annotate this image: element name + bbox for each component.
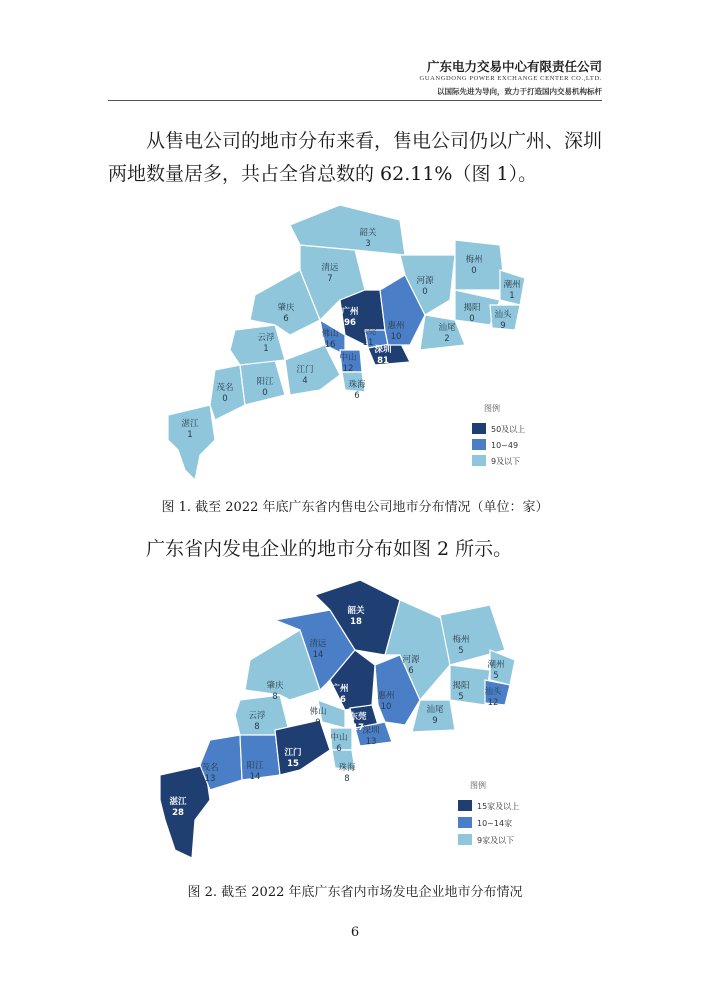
- city-value-label: 5: [493, 671, 499, 681]
- city-value-label: 8: [344, 774, 350, 784]
- city-name-label: 汕头: [484, 687, 502, 697]
- paragraph-generation-distribution: 广东省内发电企业的地市分布如图 2 所示。: [146, 538, 513, 560]
- city-value-label: 6: [336, 744, 342, 754]
- city-name-label: 惠州: [377, 691, 395, 701]
- city-value-label: 6: [283, 314, 289, 324]
- city-name-label: 清远: [321, 263, 339, 273]
- paragraph-retail-distribution: 从售电公司的地市分布来看，售电公司仍以广州、深圳两地数量居多，共占全省总数的 62.11%（图 1）。: [108, 130, 603, 185]
- city-name-label: 河源: [402, 655, 420, 665]
- city-value-label: 13: [204, 774, 216, 784]
- city-value-label: 3: [365, 239, 371, 249]
- city-value-label: 6: [354, 391, 360, 401]
- legend2-label-light: 9家及以下: [477, 836, 515, 845]
- city-name-label: 珠海: [338, 763, 356, 773]
- city-name-label: 潮州: [503, 280, 521, 290]
- city-value-label: 1: [509, 291, 515, 301]
- city-name-label: 汕头: [494, 310, 512, 320]
- company-english-name: GUANGDONG POWER EXCHANGE CENTER CO.,LTD.: [419, 75, 602, 82]
- legend1-label-light: 9及以下: [491, 457, 521, 466]
- city-name-label: 江门: [296, 365, 314, 375]
- city-value-label: 0: [422, 287, 428, 297]
- city-value-label: 4: [302, 376, 308, 386]
- city-value-label: 6: [408, 666, 414, 676]
- city-name-label: 揭阳: [452, 681, 470, 691]
- map2-legend: [458, 780, 519, 845]
- city-value-label: 16: [324, 340, 336, 350]
- city-value-label: 14: [312, 650, 324, 660]
- city-value-label: 9: [432, 716, 438, 726]
- city-name-label: 肇庆: [266, 681, 284, 691]
- legend2-label-mid: 10~14家: [477, 819, 513, 828]
- city-value-label: 28: [172, 808, 184, 818]
- city-name-label: 云浮: [248, 711, 266, 721]
- city-value-label: 81: [377, 356, 389, 366]
- city-name-label: 清远: [309, 639, 327, 649]
- city-value-label: 0: [469, 314, 475, 324]
- map2-regions: [160, 580, 515, 858]
- city-value-label: 13: [365, 737, 377, 747]
- city-value-label: 15: [287, 759, 299, 769]
- city-name-label: 阳江: [256, 377, 274, 387]
- city-name-label: 阳江: [246, 761, 264, 771]
- city-value-label: 14: [249, 772, 261, 782]
- legend1-title: 图例: [484, 404, 500, 413]
- legend2-label-dark: 15家及以上: [477, 802, 520, 811]
- city-value-label: 9: [500, 321, 506, 331]
- city-name-label: 惠州: [387, 321, 405, 331]
- region-jiangmen: [275, 720, 330, 775]
- city-value-label: 17: [352, 723, 364, 733]
- city-name-label: 茂名: [216, 383, 234, 393]
- city-name-label: 潮州: [487, 660, 505, 670]
- city-value-label: 96: [344, 318, 356, 328]
- city-value-label: 8: [272, 692, 278, 702]
- city-value-label: 9: [315, 718, 321, 728]
- city-value-label: 8: [254, 722, 260, 732]
- city-value-label: 10: [390, 332, 402, 342]
- city-name-label: 江门: [284, 748, 302, 758]
- legend2-title: 图例: [470, 781, 486, 790]
- city-value-label: 10: [380, 702, 392, 712]
- city-value-label: 0: [222, 394, 228, 404]
- city-name-label: 汕尾: [426, 705, 444, 715]
- city-name-label: 肇庆: [277, 303, 295, 313]
- city-name-label: 韶关: [359, 228, 377, 238]
- city-name-label: 韶关: [347, 606, 365, 616]
- city-value-label: 2: [444, 334, 450, 344]
- city-name-label: 佛山: [321, 329, 339, 339]
- city-value-label: 0: [262, 388, 268, 398]
- city-name-label: 茂名: [201, 763, 219, 773]
- city-name-label: 珠海: [348, 380, 366, 390]
- page-number: 6: [350, 925, 360, 940]
- city-name-label: 深圳: [374, 345, 392, 355]
- company-slogan: 以国际先进为导向，致力于打造国内交易机构标杆: [437, 87, 602, 96]
- city-name-label: 深圳: [362, 726, 380, 736]
- city-name-label: 东莞: [349, 712, 367, 722]
- city-name-label: 河源: [416, 276, 434, 286]
- city-value-label: 1: [187, 430, 193, 440]
- figure1-caption: 图 1. 截至 2022 年底广东省内售电公司地市分布情况（单位：家）: [161, 500, 549, 515]
- city-value-label: 18: [350, 617, 362, 627]
- city-value-label: 11: [362, 338, 374, 348]
- city-value-label: 5: [458, 646, 464, 656]
- city-value-label: 12: [342, 364, 354, 374]
- city-value-label: 0: [471, 266, 477, 276]
- city-name-label: 梅州: [465, 255, 483, 265]
- city-value-label: 1: [263, 344, 269, 354]
- legend1-label-mid: 10~49: [491, 441, 519, 450]
- legend2-swatch-light: [458, 834, 472, 845]
- legend2-swatch-mid: [458, 817, 472, 828]
- city-name-label: 湛江: [169, 797, 187, 807]
- city-name-label: 云浮: [257, 333, 275, 343]
- city-value-label: 16: [334, 695, 346, 705]
- city-name-label: 中山: [339, 353, 357, 363]
- city-name-label: 佛山: [309, 707, 327, 717]
- city-value-label: 7: [327, 274, 333, 284]
- city-name-label: 揭阳: [463, 303, 481, 313]
- legend2-swatch-dark: [458, 800, 472, 811]
- city-name-label: 湛江: [181, 419, 199, 429]
- city-value-label: 12: [487, 698, 499, 708]
- city-name-label: 汕尾: [438, 323, 456, 333]
- legend1-label-dark: 50及以上: [491, 425, 526, 434]
- city-name-label: 广州: [331, 684, 349, 694]
- region-zhanjiang: [160, 765, 210, 858]
- city-name-label: 梅州: [452, 635, 470, 645]
- city-name-label: 中山: [330, 733, 348, 743]
- company-name: 广东电力交易中心有限责任公司: [426, 59, 602, 74]
- city-name-label: 广州: [341, 307, 359, 317]
- city-name-label: 东莞: [359, 327, 377, 337]
- figure2-caption: 图 2. 截至 2022 年底广东省内市场发电企业地市分布情况: [187, 885, 523, 900]
- city-value-label: 5: [458, 692, 464, 702]
